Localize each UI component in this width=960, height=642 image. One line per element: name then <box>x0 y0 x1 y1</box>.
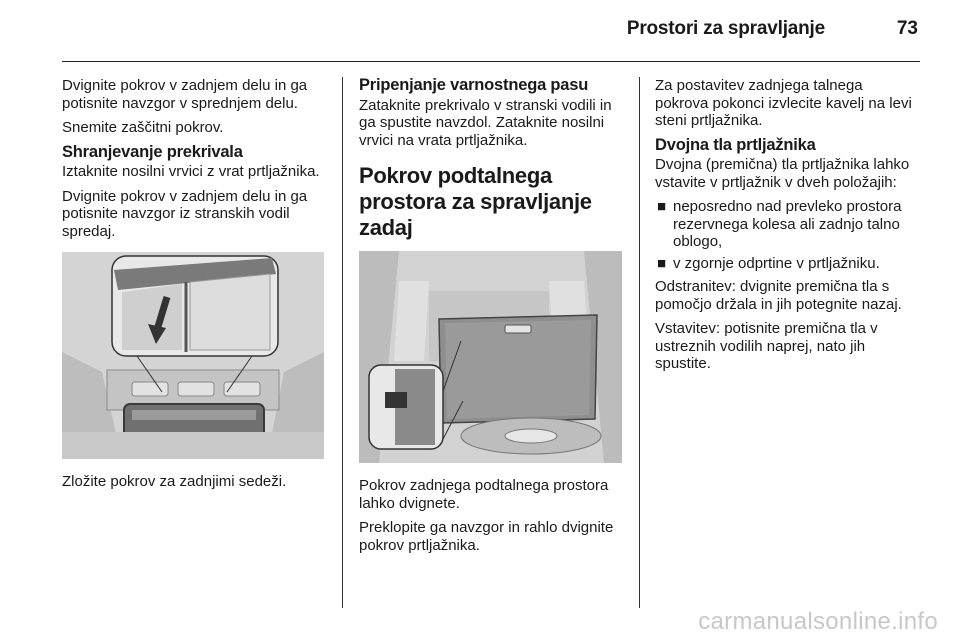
section-heading: Dvojna tla prtljažnika <box>655 135 816 154</box>
paragraph: Vstavitev: potisnite premična tla v ustreznih vodilih naprej, nato jih spustite. <box>655 320 878 372</box>
underfloor-storage-illustration <box>359 251 622 463</box>
paragraph: Dvignite pokrov v zadnjem delu in ga potisnite navzgor iz stranskih vodil spredaj. <box>62 187 308 240</box>
page-number: 73 <box>896 18 918 39</box>
paragraph: Iztaknite nosilni vrvici z vrat prtljažnika. <box>62 163 320 180</box>
bullet-square-icon: ■ <box>657 198 667 215</box>
column-left <box>62 77 327 498</box>
section-title: Pokrov podtalnega prostora za spravljanje zadaj <box>359 163 592 240</box>
paragraph: Dvojna (premična) tla prtljažnika lahko vstavite v prtljažnik v dveh položajih: <box>655 156 910 191</box>
list-item-text: neposredno nad prevleko prostora rezervnega kolesa ali zadnjo talno oblogo, <box>673 198 902 250</box>
paragraph: Dvignite pokrov v zadnjem delu in ga potisnite navzgor v sprednjem delu. <box>62 77 308 112</box>
page-header-title: Prostori za spravljanje <box>626 18 825 39</box>
paragraph: Zložite pokrov za zadnjimi sedeži. <box>62 473 287 490</box>
section-heading: Shranjevanje prekrivala <box>62 142 243 161</box>
paragraph: Pokrov zadnjega podtalnega prostora lahko dvignete. <box>359 477 609 512</box>
bullet-list <box>655 198 920 272</box>
paragraph: Zataknite prekrivalo v stranski vodili in ga spustite navzdol. Zataknite nosilni vrvici na vrata prtljažnika. <box>359 96 612 149</box>
column-middle <box>359 77 624 561</box>
paragraph: Za postavitev zadnjega talnega pokrova pokonci izvlecite kavelj na levi steni prtljažnika. <box>655 77 912 129</box>
column-divider <box>342 77 343 608</box>
watermark: carmanualsonline.info <box>698 608 938 635</box>
list-item <box>655 198 920 251</box>
section-heading: Pripenjanje varnostnega pasu <box>359 76 589 94</box>
paragraph: Odstranitev: dvignite premična tla s pomočjo držala in jih potegnite nazaj. <box>655 278 902 313</box>
list-item-text: v zgornje odprtine v prtljažniku. <box>673 254 880 272</box>
paragraph: Preklopite ga navzgor in rahlo dvignite pokrov prtljažnika. <box>359 519 614 554</box>
cargo-cover-illustration <box>62 252 324 459</box>
illustration-cover-folding <box>62 252 324 459</box>
column-right <box>655 77 920 380</box>
bullet-square-icon: ■ <box>657 254 667 272</box>
illustration-underfloor-cover <box>359 251 622 463</box>
column-divider <box>639 77 640 608</box>
paragraph: Snemite zaščitni pokrov. <box>62 119 224 136</box>
header-divider <box>62 61 920 62</box>
list-item <box>655 255 920 273</box>
